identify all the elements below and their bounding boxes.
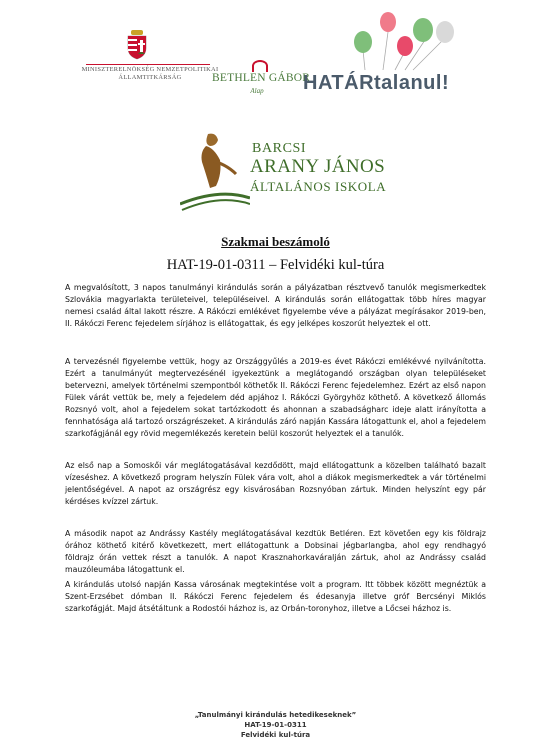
paragraph: Az első nap a Somoskői vár meglátogatásával kezdődött, majd ellátogattunk a közelben található bazalt vízeséshez. A következő program helyszín Fülek vára volt, ahol a diákok megismerkedtek a vár történelmi jelentőségével. A napot az országrész egy kisvárosában Rozsnyóban zártuk. Minden helyszínt egy pár kérdéses kvízzel zártuk. xyxy=(65,461,486,506)
footer-line3: Felvidéki kul-túra xyxy=(240,731,311,739)
report-title: Szakmai beszámoló xyxy=(221,234,330,249)
school-name-line1: BARCSI xyxy=(252,141,307,156)
header-logos xyxy=(0,0,551,194)
page-footer xyxy=(0,710,551,740)
bethlen-mark-icon xyxy=(252,60,268,72)
paragraph: A második napot az Andrássy Kastély meglátogatásával kezdtük Betléren. Ezt követően egy kis földrajz órához köthető kitérő következett, mert ellátogattunk a Dobsinai jégbarlangba, ahol egy rendhagyó földrajz órán vettek részt a tanulók. A napot Krasznahorkaváralján zártuk, ahol az Andrássy család mauzóleumába látogattunk el. xyxy=(65,529,486,574)
hungarian-coat-of-arms-icon xyxy=(126,30,148,60)
school-name-line3: ÁLTALÁNOS ISKOLA xyxy=(250,179,387,194)
paragraph: A kirándulás utolsó napján Kassa városának megtekintése volt a program. Itt többek között megnéztük a Szent-Erzsébet dómban II. Rákóczi Ferenc fejedelem és édesanyja illetve gróf Bercsényi Miklós szarkofágját. Majd átsétáltunk a Rodostói házhoz is, az Orbán-toronyhoz, illetve a Lőcsei házhoz is. xyxy=(65,580,486,613)
hatartalanul-text: HATÁRtalanul! xyxy=(303,72,450,94)
footer-line2: HAT-19-01-0311 xyxy=(244,721,307,729)
report-subtitle: HAT-19-01-0311 – Felvidéki kul-túra xyxy=(166,257,385,273)
school-logo xyxy=(180,130,387,215)
ministry-logo xyxy=(80,30,219,90)
balloons-icon xyxy=(303,10,478,72)
footer-line1: „Tanulmányi kirándulás hetedikeseknek” xyxy=(194,711,357,719)
ministry-divider xyxy=(86,64,210,65)
bethlen-name: BETHLEN GÁBOR xyxy=(212,72,311,84)
hatartalanul-logo xyxy=(303,10,478,105)
ministry-text: MINISZTERELNÖKSÉG NEMZETPOLITIKAI ÁLLAMTITKÁRSÁG xyxy=(81,66,219,81)
bethlen-gabor-logo xyxy=(212,60,311,100)
paragraph: A megvalósított, 3 napos tanulmányi kirándulás során a pályázatban résztvevő tanulók megismerkedtek Szlovákia magyarlakta területeivel, településeivel. A kirándulás során ellátogattak több híres magyar nemesi család által lakott részre. A Rákóczi emlékévet figyelembe véve a pályázat megírásakor 2019-ben, II. Rákóczi Ferenc fejedelem sírjához is ellátogattak, és egy jelképes koszorút helyeztek el ott. xyxy=(65,283,486,328)
school-emblem-icon xyxy=(180,130,250,215)
bethlen-sub: Alap xyxy=(250,87,264,95)
paragraph: A tervezésnél figyelembe vettük, hogy az Országgyűlés a 2019-es évet Rákóczi emlékévvé nyilvánította. Ezért a tanulmányút megtervezésénél igyekeztünk a meglátogandó országban olyan településeket betervezni, amelyek történelmi szempontból köthetők II. Rákóczi Ferenc fejedelemhez. Ezért az első napon Fülek várát vettük be, mely a fejedelem déd apjához I. Rákóczi Györgyhöz köthető. A következő állomás Rozsnyó volt, ahol a fejedelem sokat tartózkodott és ahonnan a szabadságharc ideje alatt irányította a fennhatósága alá tartozó országrészeket. A kirándulás záró napján Kassára látogattunk el, ahol a fejedelem szarkofágjánál egy rövid megemlékezés keretein belül koszorút helyeztek el a tanulók. xyxy=(65,357,486,438)
school-name-line2: ARANY JÁNOS xyxy=(250,156,386,177)
